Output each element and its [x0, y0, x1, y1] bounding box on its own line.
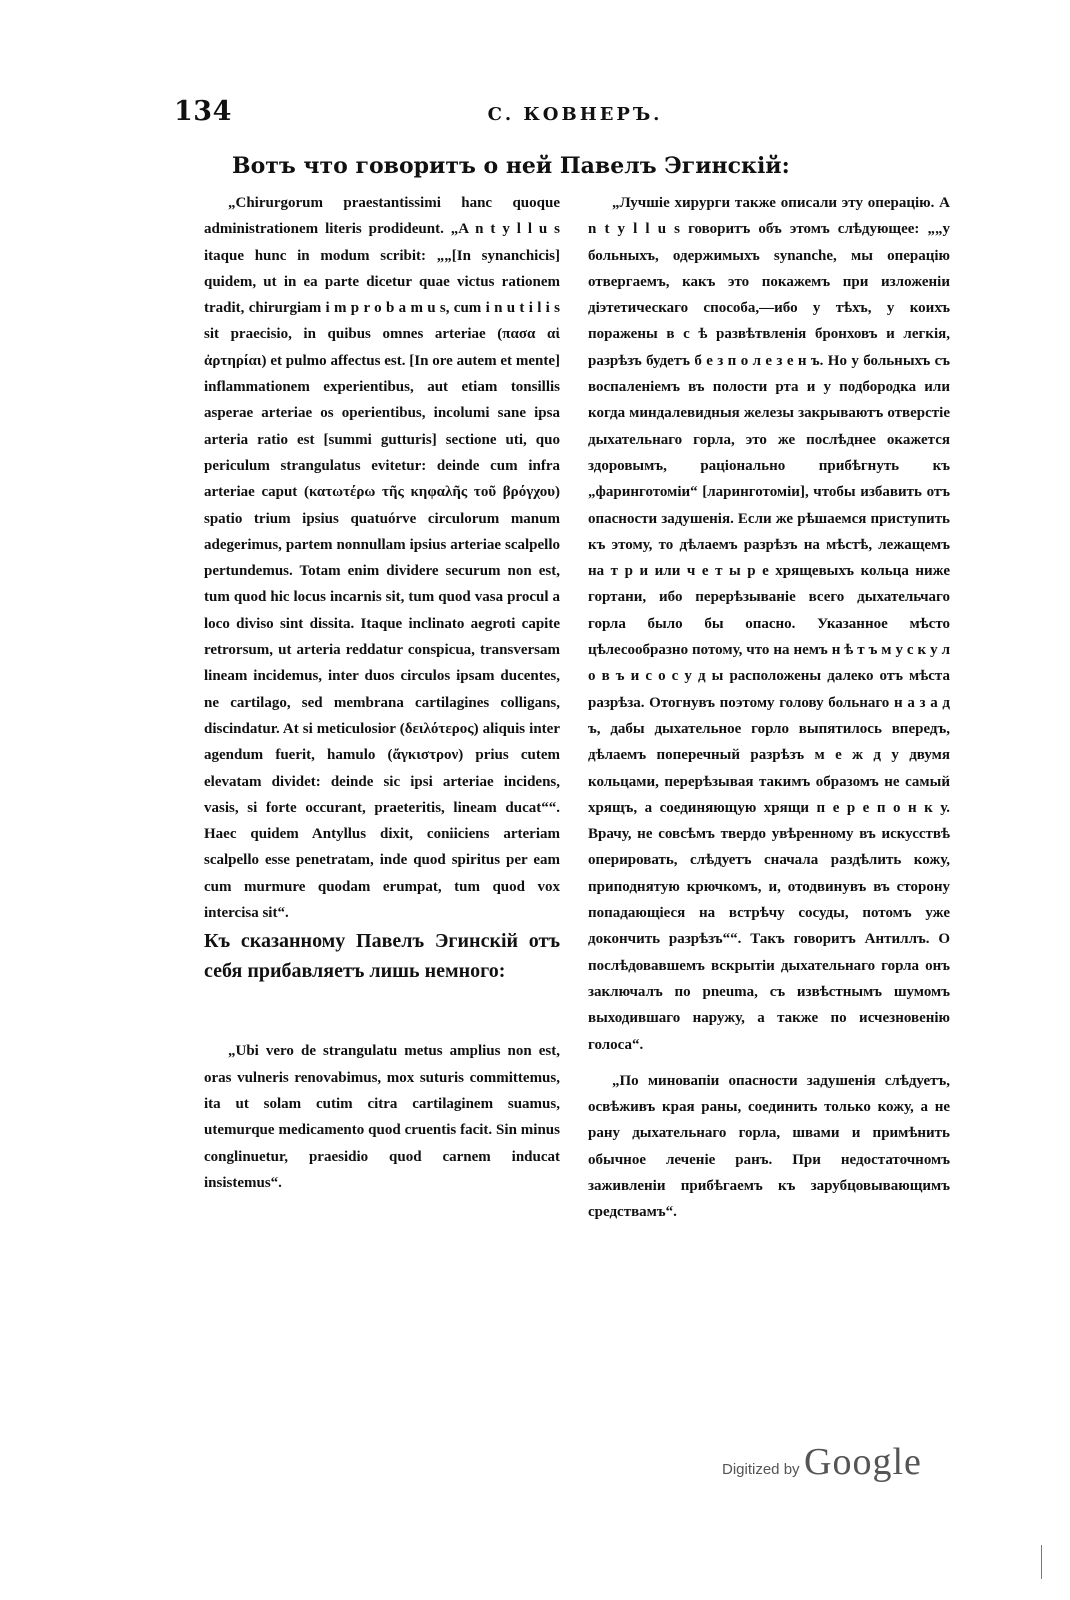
google-logo: Google	[804, 1441, 922, 1483]
scan-edge-mark	[1041, 1545, 1042, 1579]
page-number: 134	[174, 96, 232, 127]
russian-translation-paragraph-2: „По миновапіи опасности задушенія слѣдуетъ, освѣживъ края раны, соединить только кожу, а не рану дыхательнаго горла, швами и примѣнить обычное леченіе ранъ. При недостаточномъ заживленіи прибѣгаемъ къ зарубцовывающимъ средствамъ“.	[588, 1072, 950, 1221]
digitized-watermark	[722, 1440, 922, 1484]
left-column	[204, 190, 560, 1196]
latin-quote-paragraph: „Chirurgorum praestantissimi hanc quoque administrationem literis prodideunt. „A n t y l l u s itaque hunc in modum scribit: „„[In synanchicis] quidem, ut in ea parte dicetur quae victus rationem tradit, chirurgiam i m p r o b a m u s, cum i n u t i l i s sit praecisio, in quibus omnes arteriae (πασα αἱ ἀρτηρίαι) et pulmo affectus est. [In ore autem et mente] inflammationem experientibus, aut etiam tonsillis asperae arteriae os operientibus, incolumi sane ipsa arteria ratio est [summi gutturis] sectione uti, quo periculum strangulatus evitetur: deinde cum infra arteriae caput (κατωτέρω τῆς κηφαλῆς τοῦ βρόγχου) spatio trium ipsius quatuórve circulorum manum adegerimus, partem nonnullam ipsius arteriae scalpello pertundemus. Totam enim dividere securum non est, tum quod hic locus incarnis sit, tum quod vasa procul a loco diviso sint dissita. Itaque inclinato aegroti capite retrorsum, ut arteria reddatur conspicua, transversam lineam incidemus, inter duos circulos ipsam ducentes, ne cartilago, sed membrana cartilagines colligans, discindatur. At si meticulosior (δειλότερος) aliquis inter agendum fuerit, hamulo (ἄγκιστρον) prius cutem elevatam dividet: deinde sic ipsi arteriae incidens, vasis, si forte occurant, praeteritis, lineam ducat““. Haec quidem Antyllus dixit, coniiciens arteriam scalpello esse penetratam, inde quod spiritus per eam cum murmure quodam erumpat, tum quod vox intercisa sit“.	[204, 195, 560, 922]
right-column	[588, 190, 950, 1226]
latin-quote-paragraph-2: „Ubi vero de strangulatu metus amplius non est, oras vulneris renovabimus, mox suturis committemus, ita ut solam cutim citra cartilaginem suamus, utemurque medicamento quod cruentis facit. Sin minus conglinuetur, praesidio quod carnem inducat insistemus“.	[204, 1043, 560, 1191]
running-head: С. КОВНЕРЪ.	[487, 104, 663, 125]
watermark-prefix: Digitized by	[722, 1461, 800, 1478]
subheading: Къ сказанному Павелъ Эгинскій отъ себя прибавляетъ лишь немного:	[204, 930, 560, 983]
intro-line: Вотъ что говоритъ о ней Павелъ Эгинскій:	[232, 153, 790, 179]
russian-translation-paragraph: „Лучшіе хирурги также описали эту операцію. A n t y l l u s говоритъ объ этомъ слѣдующее: „„у больныхъ, одержимыхъ synanche, мы операцію отвергаемъ, какъ это покажемъ при изложеніи діэтетическаго способа,—ибо у тѣхъ, у коихъ поражены в с ѣ развѣтвленія бронховъ и легкія, разрѣзъ будетъ б е з п о л е з е н ъ. Но у больныхъ съ воспаленіемъ въ полости рта и у подбородка или когда миндалевидныя железы закрываютъ отверстіе дыхательнаго горла, это же послѣднее окажется здоровымъ, раціонально прибѣгнуть къ „фаринготоміи“ [ларинготоміи], чтобы избавить отъ опасности задушенія. Если же рѣшаемся приступить къ этому, то дѣлаемъ разрѣзъ на мѣстѣ, лежащемъ на т р и или ч е т ы р е хрящевыхъ кольца ниже гортани, ибо перерѣзываніе всего дыхательчаго горла было бы опасно. Указанное мѣсто цѣлесообразно потому, что на немъ н ѣ т ъ м у с к у л о в ъ и с о с у д ы расположены далеко отъ мѣста разрѣза. Отогнувъ поэтому голову больнаго н а з а д ъ, дабы дыхательное горло выпятилось впередъ, дѣлаемъ поперечный разрѣзъ м е ж д у двумя кольцами, перерѣзывая такимъ образомъ не самый хрящъ, а соединяющую хрящи п е р е п о н к у. Врачу, не совсѣмъ твердо увѣренному въ искусствѣ оперировать, слѣдуетъ сначала раздѣлить кожу, приподнятую крючкомъ, и, отодвинувъ въ сторону попадающіеся на встрѣчу сосуды, потомъ уже докончить разрѣзъ““. Такъ говоритъ Антиллъ. О послѣдовавшемъ вскрытіи дыхательнаго горла онъ заключалъ по pneuma, съ извѣстнымъ шумомъ выходившаго наружу, а также по исчезновенію голоса“.	[588, 195, 950, 1053]
